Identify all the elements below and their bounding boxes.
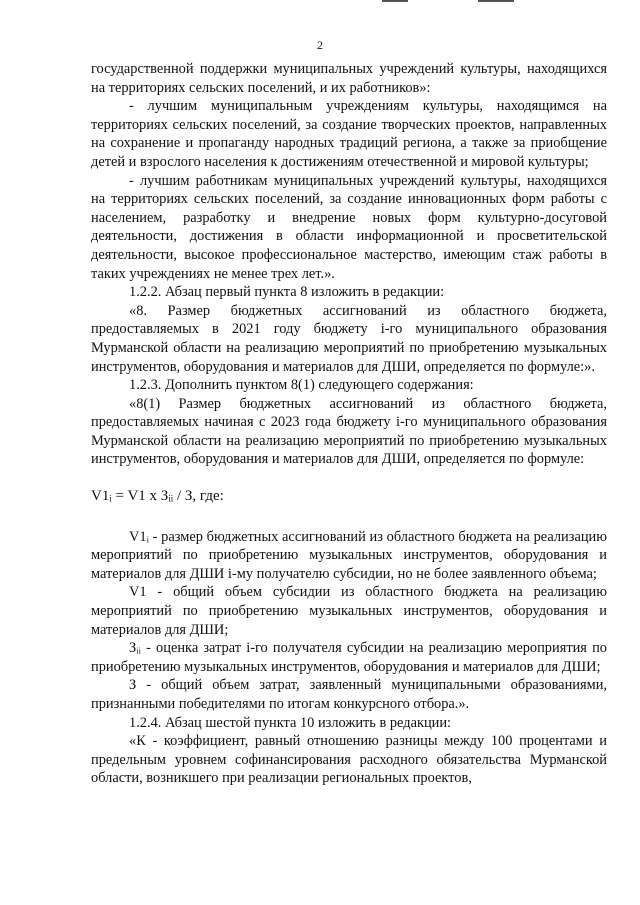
paragraph-list-item-workers: - лучшим работникам муниципальных учреждений культуры, находящихся на территориях сельских поселений, за создание инновационных форм работы с населением, разработку и внедрение новых форм культурно-досуговой деятельности, достижения в области информационной и просветительской деятельности, высокое профессиональное мастерство, имеющим стаж работы в таких учреждениях не менее трех лет.». [91,172,607,282]
paragraph-list-item-institutions: - лучшим муниципальным учреждениям культуры, находящимся на территориях сельских поселений, за создание творческих проектов, направленных на сохранение и пропаганду народных традиций региона, а также за приобщение детей и взрослого населения к достижениям отечественной и мировой культуры; [91,98,607,170]
definition-zii: Зᵢᵢ - оценка затрат i-го получателя субсидии на реализацию мероприятия по приобретению музыкальных инструментов, оборудования и материалов для ДШИ; [91,640,607,675]
paragraph-clause-1-2-3: 1.2.3. Дополнить пунктом 8(1) следующего содержания: [129,377,474,394]
document-body [91,60,607,788]
formula: V1ᵢ = V1 x Зᵢᵢ / З, где: [91,488,224,505]
scan-edge-marks [0,0,640,6]
paragraph-coefficient-k: «К - коэффициент, равный отношению разницы между 100 процентами и предельным уровнем софинансирования расходного обязательства Мурманской области, возникшего при реализации региональных проектов, [91,733,607,787]
definition-v1: V1 - общий объем субсидии из областного бюджета на реализацию мероприятий по приобретению музыкальных инструментов, оборудования и материалов для ДШИ; [91,584,607,638]
paragraph-clause-1-2-4: 1.2.4. Абзац шестой пункта 10 изложить в редакции: [129,714,452,731]
paragraph-point-8-1: «8(1) Размер бюджетных ассигнований из областного бюджета, предоставляемых начиная с 2023 года бюджету i-го муниципального образования Мурманской области на реализацию мероприятий по приобретению музыкальных инструментов, оборудования и материалов для ДШИ, определяется по формуле: [91,395,607,468]
page-number: 2 [317,38,323,52]
paragraph-clause-1-2-2: 1.2.2. Абзац первый пункта 8 изложить в редакции: [129,284,445,301]
definition-v1i: V1ᵢ - размер бюджетных ассигнований из областного бюджета на реализацию мероприятий по приобретению музыкальных инструментов, оборудования и материалов для ДШИ i-му получателю субсидии, но не более заявленного объема; [91,528,607,582]
paragraph-point-8: «8. Размер бюджетных ассигнований из областного бюджета, предоставляемых в 2021 году бюджету i-го муниципального образования Мурманской области на реализацию мероприятий по приобретению музыкальных инструментов, оборудования и материалов для ДШИ, определяется по формуле:». [91,302,607,375]
paragraph-continuation: государственной поддержки муниципальных учреждений культуры, находящихся на территориях сельских поселений, и их работников»: [91,61,607,96]
definition-z: З - общий объем затрат, заявленный муниципальными образованиями, признанными победителями по итогам конкурсного отбора.». [91,677,607,712]
